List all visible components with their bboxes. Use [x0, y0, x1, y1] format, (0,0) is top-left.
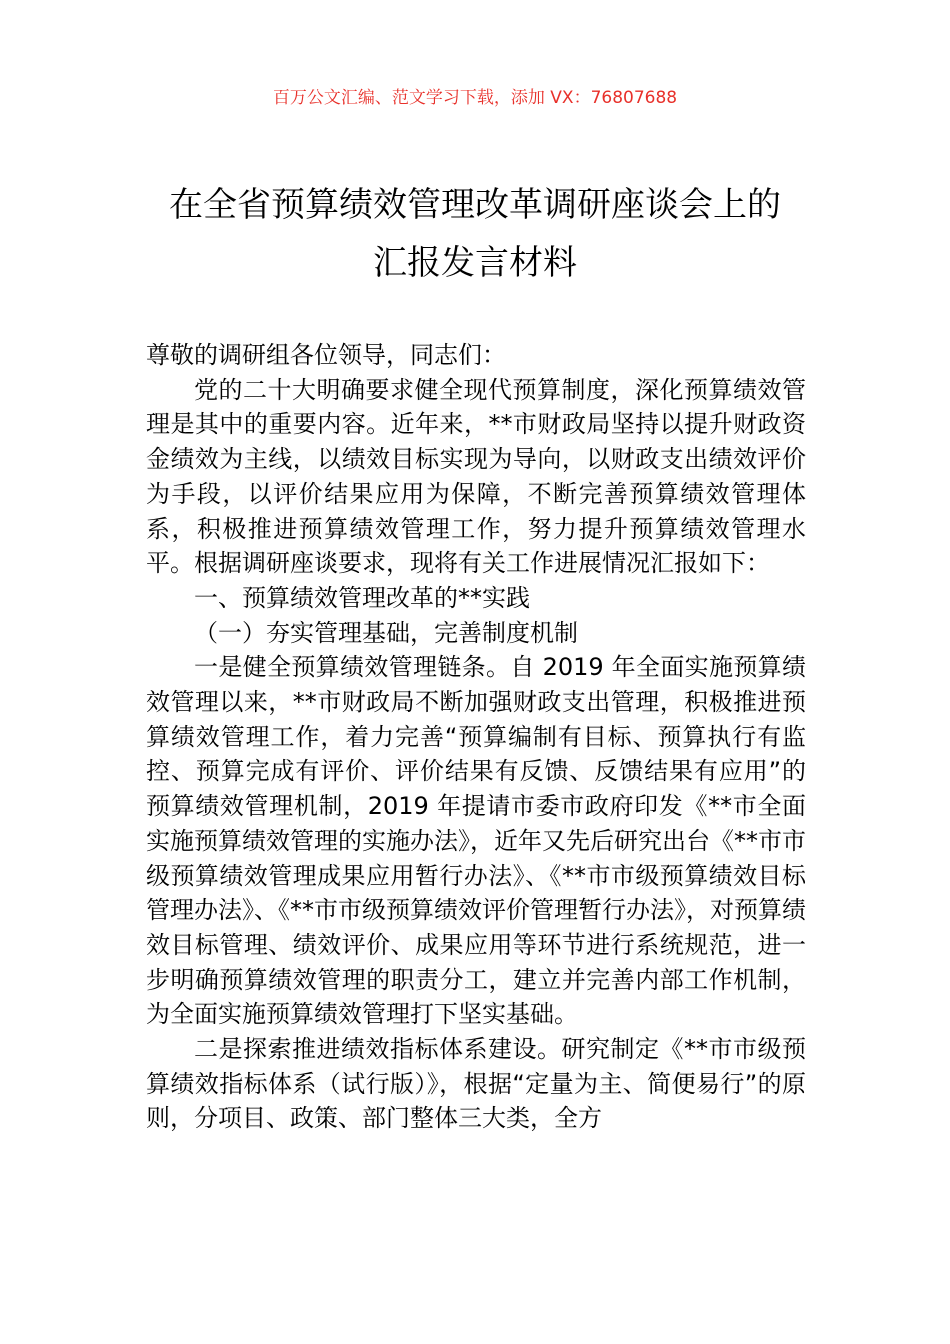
paragraph-intro: 党的二十大明确要求健全现代预算制度，深化预算绩效管理是其中的重要内容。近年来，**市财政局坚持以提升财政资金绩效为主线，以绩效目标实现为导向，以财政支出绩效评价为手段，以评价结果应用为保障，不断完善预算绩效管理体系，积极推进预算绩效管理工作，努力提升预算绩效管理水平。根据调研座谈要求，现将有关工作进展情况汇报如下：	[146, 375, 806, 578]
paragraph-point-1: 一是健全预算绩效管理链条。自 2019 年全面实施预算绩效管理以来，**市财政局不断加强财政支出管理，积极推进预算绩效管理工作，着力完善“预算编制有目标、预算执行有监控、预算完成有评价、评价结果有反馈、反馈结果有应用”的预算绩效管理机制，2019 年提请市委市政府印发《**市全面实施预算绩效管理的实施办法》，近年又先后研究出台《**市市级预算绩效管理成果应用暂行办法》、《**市市级预算绩效目标管理办法》、《**市市级预算绩效评价管理暂行办法》，对预算绩效目标管理、绩效评价、成果应用等环节进行系统规范，进一步明确预算绩效管理的职责分工，建立并完善内部工作机制，为全面实施预算绩效管理打下坚实基础。	[146, 653, 806, 1029]
paragraph-point-2: 二是探索推进绩效指标体系建设。研究制定《**市市级预算绩效指标体系（试行版）》，根据“定量为主、简便易行”的原则，分项目、政策、部门整体三大类，全方	[146, 1035, 806, 1133]
title-line-2: 汇报发言材料	[373, 243, 577, 283]
watermark-banner: 百万公文汇编、范文学习下载，添加 VX：76807688	[272, 88, 678, 108]
subsection-heading: （一）夯实管理基础，完善制度机制	[194, 618, 578, 647]
salutation: 尊敬的调研组各位领导，同志们：	[146, 341, 506, 369]
title-line-1: 在全省预算绩效管理改革调研座谈会上的	[169, 185, 781, 225]
document-body	[146, 338, 806, 1136]
section-heading: 一、预算绩效管理改革的**实践	[194, 583, 530, 612]
document-title	[90, 176, 860, 292]
